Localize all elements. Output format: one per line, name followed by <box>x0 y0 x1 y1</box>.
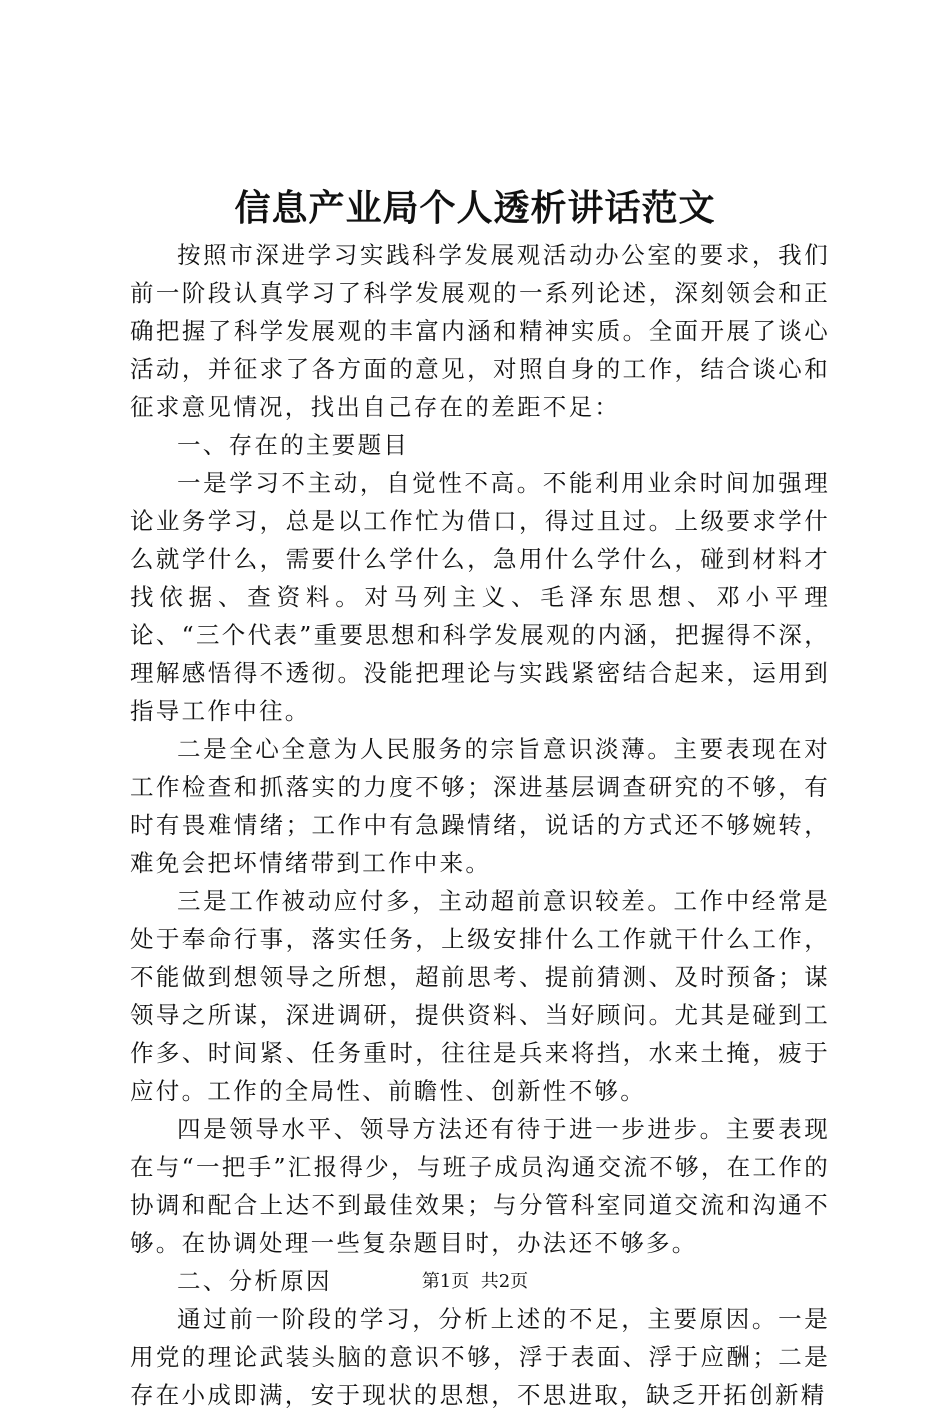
document-body <box>130 236 830 1414</box>
paragraph-problem-four: 四是领导水平、领导方法还有待于进一步进步。主要表现在与“一把手”汇报得少，与班子成员沟通交流不够，在工作的协调和配合上达不到最佳效果；与分管科室同道交流和沟通不够。在协调处理一些复杂题目时，办法还不够多。 <box>130 1115 830 1257</box>
paragraph-problem-three: 三是工作被动应付多，主动超前意识较差。工作中经常是处于奉命行事，落实任务，上级安排什么工作就干什么工作，不能做到想领导之所想，超前思考、提前猜测、及时预备；谋领导之所谋，深进调研，提供资料、当好顾问。尤其是碰到工作多、时间紧、任务重时，往往是兵来将挡，水来土掩，疲于应付。工作的全局性、前瞻性、创新性不够。 <box>130 887 830 1105</box>
page-total: 共2页 <box>480 1271 529 1292</box>
paragraph-problem-one: 一是学习不主动，自觉性不高。不能利用业余时间加强理论业务学习，总是以工作忙为借口，得过且过。上级要求学什么就学什么，需要什么学什么，急用什么学什么，碰到材料才找依据、查资料。对马列主义、毛泽东思想、邓小平理论、“三个代表”重要思想和科学发展观的内涵，把握得不深，理解感悟得不透彻。没能把理论与实践紧密结合起来，运用到指导工作中往。 <box>130 469 830 725</box>
paragraph-causes: 通过前一阶段的学习，分析上述的不足，主要原因。一是用党的理论武装头脑的意识不够，浮于表面、浮于应酬；二是存在小成即满，安于现状的思想，不思进取，缺乏开拓创新精 <box>130 1305 830 1409</box>
section-heading-causes: 二、分析原因 <box>177 1267 332 1295</box>
page-footer <box>0 1270 950 1294</box>
section-heading-problems: 一、存在的主要题目 <box>177 431 410 459</box>
page-number: 第1页 <box>421 1271 470 1292</box>
paragraph-intro: 按照市深进学习实践科学发展观活动办公室的要求，我们前一阶段认真学习了科学发展观的一系列论述，深刻领会和正确把握了科学发展观的丰富内涵和精神实质。全面开展了谈心活动，并征求了各方面的意见，对照自身的工作，结合谈心和征求意见情况，找出自己存在的差距不足： <box>130 241 830 421</box>
paragraph-problem-two: 二是全心全意为人民服务的宗旨意识淡薄。主要表现在对工作检查和抓落实的力度不够；深进基层调查研究的不够，有时有畏难情绪；工作中有急躁情绪，说话的方式还不够婉转，难免会把坏情绪带到工作中来。 <box>130 735 830 877</box>
document-title: 信息产业局个人透析讲话范文 <box>234 187 716 229</box>
